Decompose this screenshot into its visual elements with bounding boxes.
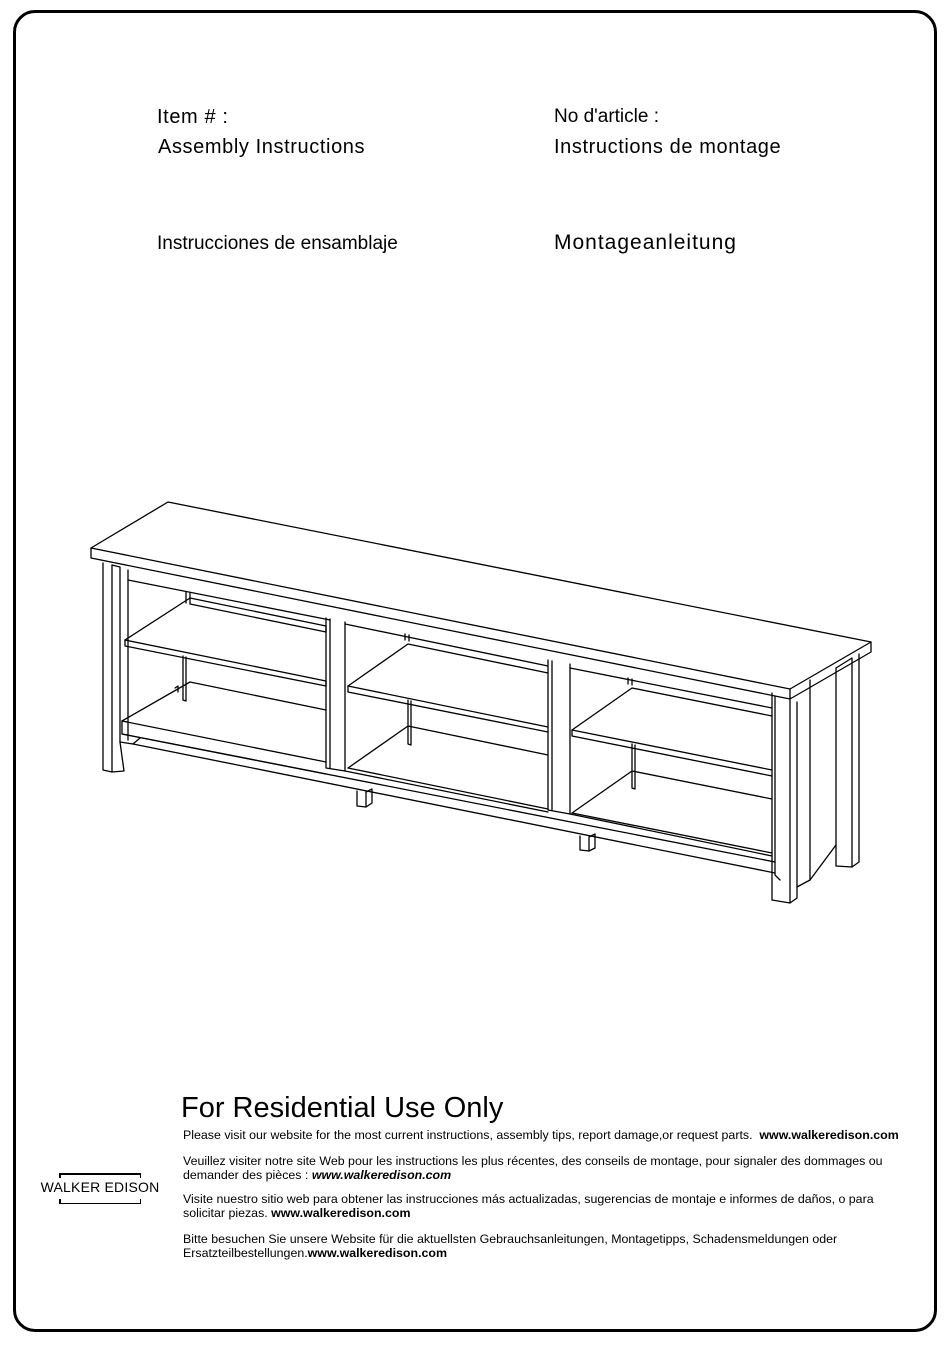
logo-bottom-bar <box>59 1203 141 1205</box>
logo-tick-right-bottom <box>140 1199 142 1204</box>
instructions-note-fr <box>183 1154 911 1182</box>
assembly-instructions-en: Assembly Instructions <box>158 136 366 158</box>
instructions-note-de <box>183 1232 911 1260</box>
website-link-en[interactable]: www.walkeredison.com <box>759 1128 899 1142</box>
website-link-de[interactable]: www.walkeredison.com <box>307 1246 447 1260</box>
residential-use-title: For Residential Use Only <box>181 1092 504 1124</box>
instructions-text-es: Visite nuestro sitio web para obtener las instrucciones más actualizadas, sugerencias de montaje e informes de daños, o para solicitar piezas. <box>183 1192 874 1220</box>
instructions-text-de: Bitte besuchen Sie unsere Website für die aktuellsten Gebrauchsanleitungen, Montagetipps, Schadensmeldungen oder Ersatzteilbestellungen. <box>183 1232 838 1260</box>
instructions-note-en <box>183 1128 911 1142</box>
logo-tick-left-bottom <box>59 1199 61 1204</box>
instructions-note-es <box>183 1192 911 1220</box>
website-link-fr[interactable]: www.walkeredison.com <box>311 1168 452 1182</box>
instructions-text-fr: Veuillez visiter notre site Web pour les instructions les plus récentes, des conseils de montage, pour signaler des dommages ou demander des pièces : <box>183 1154 883 1182</box>
assembly-instructions-de: Montageanleitung <box>554 231 737 254</box>
website-link-es[interactable]: www.walkeredison.com <box>271 1206 411 1220</box>
logo-top-bar <box>59 1173 141 1175</box>
logo-text: WALKER EDISON <box>40 1179 160 1195</box>
logo-tick-left <box>59 1173 61 1178</box>
instructions-text-en: Please visit our website for the most current instructions, assembly tips, report damage,or request parts. <box>183 1128 753 1142</box>
article-number-label: No d'article : <box>554 106 660 127</box>
assembly-instructions-fr: Instructions de montage <box>554 136 782 158</box>
logo-tick-right <box>140 1173 142 1178</box>
walker-edison-logo <box>40 1173 160 1207</box>
assembly-instructions-es: Instrucciones de ensamblaje <box>157 233 398 254</box>
item-number-label: Item # : <box>157 106 229 128</box>
